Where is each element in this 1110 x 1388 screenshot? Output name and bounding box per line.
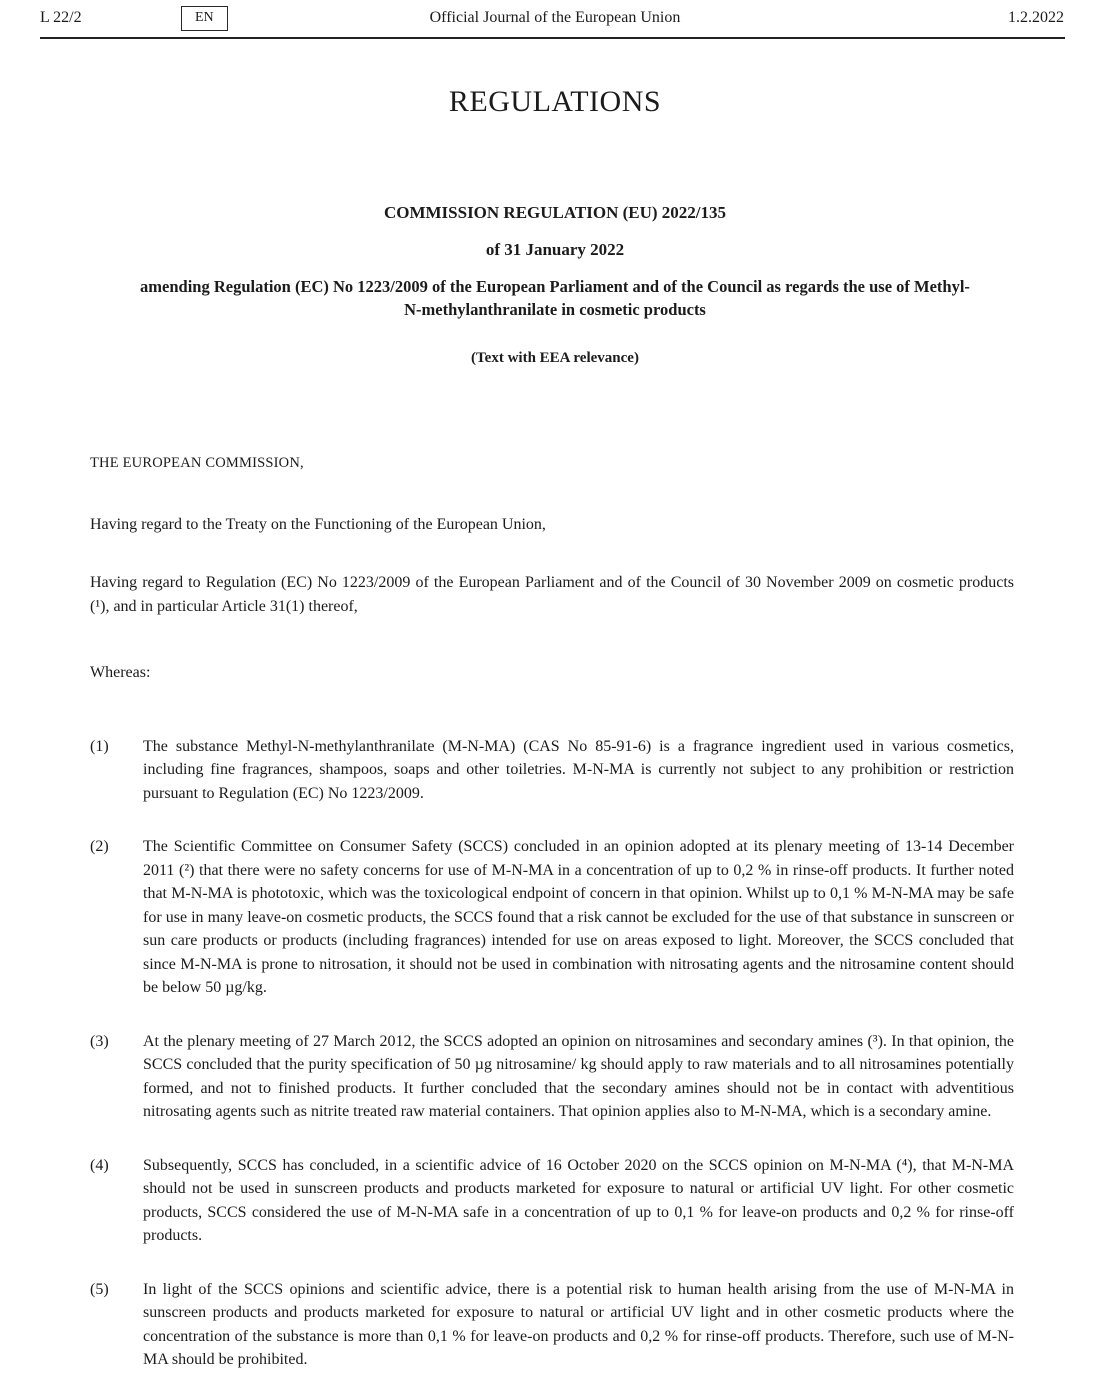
recital-text: The substance Methyl-N-methylanthranilate (M-N-MA) (CAS No 85-91-6) is a fragrance ingredient used in various cosmetics, including fine fragrances, shampoos, soaps and other toiletries. M-N-MA is currently not subject to any prohibition or restriction pursuant to Regulation (EC) No 1223/2009. <box>143 737 1014 802</box>
section-title: REGULATIONS <box>448 85 662 118</box>
page-reference: L 22/2 <box>40 9 82 26</box>
act-subject: amending Regulation (EC) No 1223/2009 of the European Parliament and of the Council as regards the use of Methyl-N-methylanthranilate in cosmetic products <box>140 277 970 319</box>
preamble <box>0 452 1110 1372</box>
recital-number: (5) <box>90 1280 109 1298</box>
recital-text: In light of the SCCS opinions and scientific advice, there is a potential risk to human health arising from the use of M-N-MA in sunscreen products and products marketed for exposure to natural or artificial UV light and in other cosmetic products where the concentration of the substance is more than 0,1 % for leave-on products and 0,2 % for rinse-off products. Therefore, such use of M-N-MA should be prohibited. <box>143 1280 1014 1368</box>
publication-date: 1.2.2022 <box>1008 9 1064 26</box>
recital-5 <box>90 1278 1014 1372</box>
recital-1 <box>90 735 1014 806</box>
recital-number: (4) <box>90 1156 109 1174</box>
act-relevance-note: (Text with EEA relevance) <box>471 350 639 366</box>
page-header <box>0 0 1110 39</box>
citation-regulation: Having regard to Regulation (EC) No 1223/2009 of the European Parliament and of the Council of 30 November 2009 on cosmetic products (¹), and in particular Article 31(1) thereof, <box>90 574 1014 615</box>
journal-title: Official Journal of the European Union <box>429 9 681 26</box>
recital-text: Subsequently, SCCS has concluded, in a scientific advice of 16 October 2020 on the SCCS opinion on M-N-MA (⁴), that M-N-MA should not be used in sunscreen products and products marketed for exposure to natural or artificial UV light. For other cosmetic products, SCCS considered the use of M-N-MA safe in a concentration of up to 0,1 % for leave-on products and 0,2 % for rinse-off products. <box>143 1156 1014 1244</box>
recital-3 <box>90 1030 1014 1124</box>
act-heading <box>0 203 1110 367</box>
header-row <box>0 0 1110 32</box>
recital-2 <box>90 835 1014 1000</box>
recital-number: (1) <box>90 737 109 755</box>
preamble-opening: THE EUROPEAN COMMISSION, <box>90 455 304 471</box>
recital-text: The Scientific Committee on Consumer Safety (SCCS) concluded in an opinion adopted at its plenary meeting of 13-14 December 2011 (²) that there were no safety concerns for use of M-N-MA in a concentration of up to 0,2 % in rinse-off products. It further noted that M-N-MA is phototoxic, which was the toxicological endpoint of concern in that opinion. Whilst up to 0,1 % M-N-MA may be safe for use in many leave-on cosmetic products, the SCCS found that a risk cannot be excluded for the use of that substance in sunscreen or sun care products or products (including fragrances) intended for use on areas exposed to light. Moreover, the SCCS concluded that since M-N-MA is prone to nitrosation, it should not be used in combination with nitrosating agents and the nitrosamine content should be below 50 µg/kg. <box>143 838 1014 996</box>
act-title: COMMISSION REGULATION (EU) 2022/135 <box>383 203 727 222</box>
recital-number: (2) <box>90 838 109 855</box>
header-divider <box>40 37 1065 39</box>
whereas-label: Whereas: <box>90 664 151 681</box>
act-date-line: of 31 January 2022 <box>485 240 625 259</box>
language-badge: EN <box>181 6 228 31</box>
recital-4 <box>90 1154 1014 1248</box>
recital-text: At the plenary meeting of 27 March 2012, the SCCS adopted an opinion on nitrosamines and secondary amines (³). In that opinion, the SCCS concluded that the purity specification of 50 µg nitrosamine/ kg should apply to raw materials and to all nitrosamines potentially formed, and not to finished products. It further concluded that the secondary amines should not be in contact with adventitious nitrosating agents such as nitrite treated raw material containers. That opinion applies also to M-N-MA, which is a secondary amine. <box>143 1032 1014 1120</box>
citation-treaty: Having regard to the Treaty on the Functioning of the European Union, <box>90 515 546 533</box>
recital-number: (3) <box>90 1032 109 1050</box>
